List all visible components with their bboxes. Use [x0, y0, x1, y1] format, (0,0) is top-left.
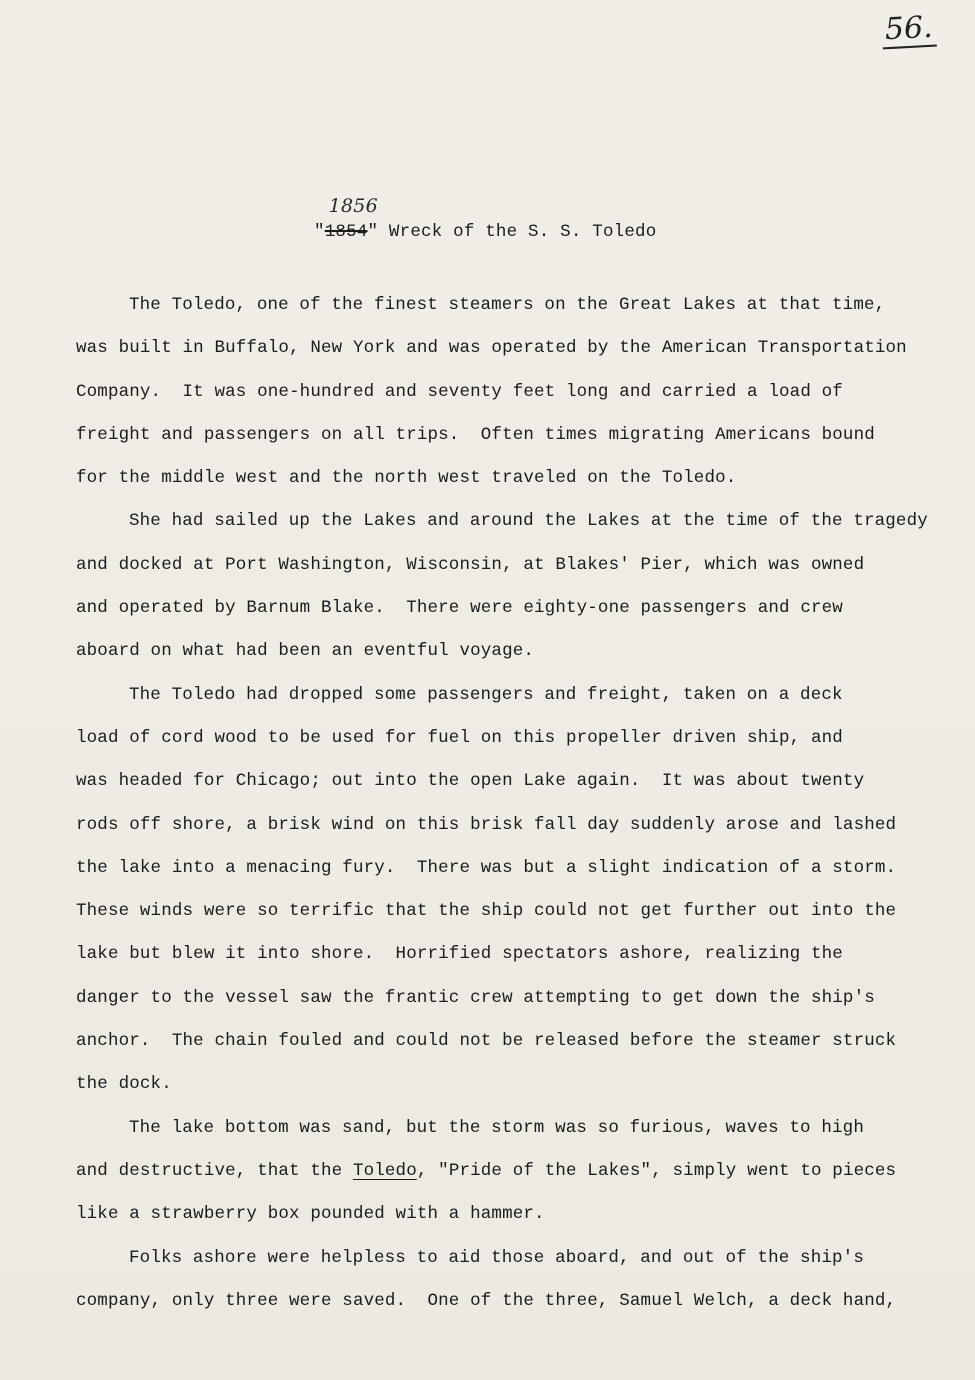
- text-line: load of cord wood to be used for fuel on this propeller driven ship, and: [76, 727, 843, 748]
- document-body: [76, 284, 936, 1323]
- text-line: Folks ashore were helpless to aid those aboard, and out of the ship's: [129, 1247, 864, 1268]
- text-line: [76, 1150, 936, 1193]
- text-line: company, only three were saved. One of the three, Samuel Welch, a deck hand,: [76, 1290, 897, 1311]
- text-line: was headed for Chicago; out into the open Lake again. It was about twenty: [76, 771, 865, 792]
- text-line: for the middle west and the north west traveled on the Toledo.: [76, 468, 737, 489]
- text-line: anchor. The chain fouled and could not be released before the steamer struck: [76, 1031, 897, 1052]
- handwritten-page-number: 56.: [881, 13, 936, 50]
- text-line: danger to the vessel saw the frantic crew attempting to get down the ship's: [76, 987, 875, 1008]
- document-title: [314, 195, 657, 242]
- text-line: the dock.: [76, 1074, 172, 1095]
- text-line: The Toledo had dropped some passengers and freight, taken on a deck: [129, 684, 843, 705]
- underlined-ship-name: Toledo: [352, 1160, 417, 1181]
- title-year-struck: 1854: [324, 222, 368, 242]
- text-line: aboard on what had been an eventful voyage.: [76, 641, 535, 662]
- text-line: freight and passengers on all trips. Often times migrating Americans bound: [76, 424, 875, 445]
- text-line: The Toledo, one of the finest steamers on the Great Lakes at that time,: [129, 295, 886, 315]
- text-line: These winds were so terrific that the ship could not get further out into the: [76, 901, 897, 922]
- text-line: and docked at Port Washington, Wisconsin, at Blakes' Pier, which was owned: [76, 554, 865, 575]
- title-year: [324, 195, 378, 242]
- text-segment: , "Pride of the Lakes", simply went to pieces: [416, 1160, 897, 1181]
- title-open-quote: ": [314, 222, 325, 242]
- text-line: rods off shore, a brisk wind on this brisk fall day suddenly arose and lashed: [76, 814, 897, 835]
- text-line: Company. It was one-hundred and seventy feet long and carried a load of: [76, 381, 843, 402]
- text-line: The lake bottom was sand, but the storm was so furious, waves to high: [129, 1117, 864, 1138]
- text-line: the lake into a menacing fury. There was but a slight indication of a storm.: [76, 857, 897, 878]
- text-line: lake but blew it into shore. Horrified spectators ashore, realizing the: [76, 944, 843, 965]
- text-line: like a strawberry box pounded with a hammer.: [76, 1204, 545, 1225]
- title-text: " Wreck of the S. S. Toledo: [367, 222, 657, 242]
- text-line: She had sailed up the Lakes and around the Lakes at the time of the tragedy: [129, 511, 928, 532]
- handwritten-year-correction: 1856: [328, 195, 378, 217]
- text-segment: and destructive, that the: [76, 1160, 353, 1181]
- text-line: and operated by Barnum Blake. There were eighty-one passengers and crew: [76, 598, 843, 619]
- text-line: was built in Buffalo, New York and was operated by the American Transportation: [76, 338, 907, 359]
